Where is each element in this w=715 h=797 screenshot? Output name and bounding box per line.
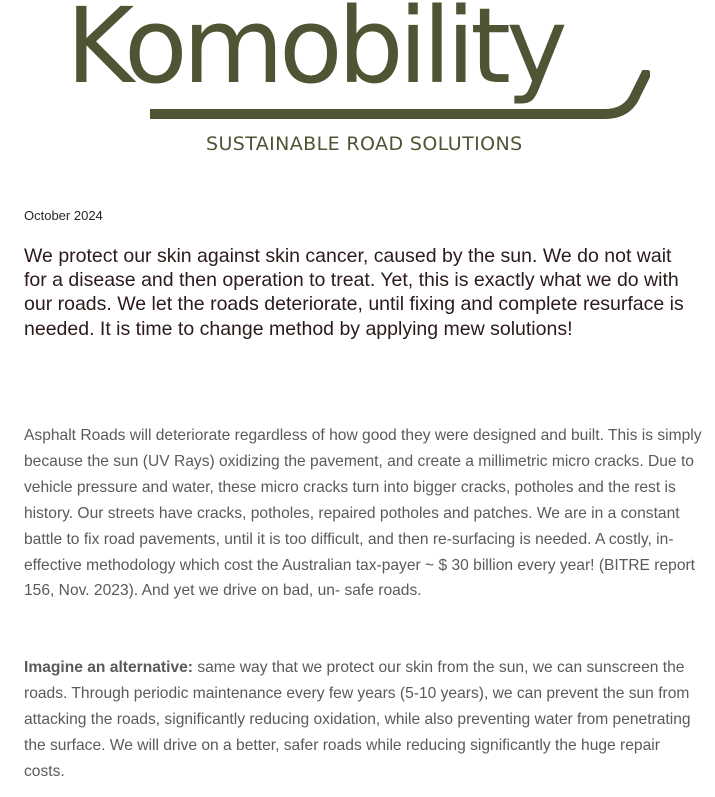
logo-wordmark: Komobility [66, 0, 563, 107]
article-lead: We protect our skin against skin cancer, caused by the sun. We do not wait for a disease and then operation to treat. Yet, this is exactly what we do with our roads. We let the roads deteriorate, until fixing and complete resurface is needed. It is time to change method by applying mew solutions! [24, 245, 684, 340]
paragraph-2-body: same way that we protect our skin from the sun, we can sunscreen the roads. Through periodic maintenance every few years (5-10 years), we can prevent the sun from attacking the roads, significantly reducing oxidation, while also preventing water from penetrating the surface. We will drive on a better, safer roads while reducing significantly the huge repair costs. [24, 659, 691, 780]
article-paragraph-1: Asphalt Roads will deteriorate regardless of how good they were designed and built. This is simply because the sun (UV Rays) oxidizing the pavement, and create a millimetric micro cracks. Due to vehicle pressure and water, these micro cracks turn into bigger cracks, potholes and the rest is history. Our streets have cracks, potholes, repaired potholes and patches. We are in a constant battle to fix road pavements, until it is too difficult, and then re-surfacing is needed. A costly, in-effective methodology which cost the Australian tax-payer ~ $ 30 billion every year! (BITRE report 156, Nov. 2023). And yet we drive on bad, un- safe roads. [24, 427, 702, 600]
article-paragraph-2 [24, 655, 704, 785]
komobility-logo [0, 0, 715, 160]
article-date: October 2024 [24, 208, 103, 223]
paragraph-2-lead: Imagine an alternative: [24, 659, 193, 676]
logo-tagline: SUSTAINABLE ROAD SOLUTIONS [206, 133, 523, 155]
logo-road-swoosh-icon [150, 70, 650, 126]
